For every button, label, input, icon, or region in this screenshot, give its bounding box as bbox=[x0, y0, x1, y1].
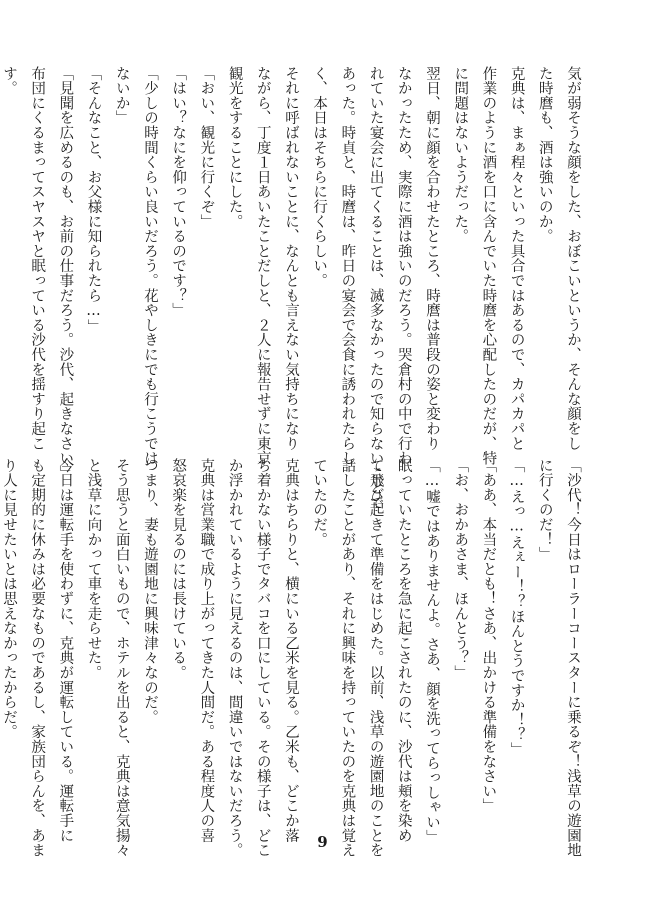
text-line: 「少しの時間くらい良いだろう。花やしきにでも行こうでは bbox=[141, 66, 158, 466]
text-line: た時麿も、酒は強いのか。 bbox=[536, 66, 553, 244]
text-line: 「…嘘ではありませんよ。さあ、顔を洗ってらっしゃい」 bbox=[423, 458, 440, 845]
text-line: 克典は営業職で成り上がってきた人間だ。ある程度人の喜 bbox=[198, 458, 215, 843]
text-line: 観光をすることにした。 bbox=[226, 66, 243, 229]
text-line: 「沙代！今日はローラーコースターに乗るぞ！浅草の遊園地 bbox=[565, 458, 581, 858]
text-line: 怒哀楽を見るのには長けている。 bbox=[170, 458, 187, 680]
text-line: て飛び起きて準備をはじめた。以前、浅草の遊園地のことを bbox=[367, 458, 384, 858]
text-line: 「お、おかあさま、ほんとう？」 bbox=[452, 458, 469, 680]
text-line: 「はい？なにを仰っているのです？」 bbox=[170, 66, 187, 318]
text-line: 「見聞を広めるのも、お前の仕事だろう。沙代、起きなさい」 bbox=[57, 66, 74, 481]
text-line: に行くのだ！」 bbox=[536, 458, 553, 562]
text-line: そう思うと面白いもので、ホテルを出ると、克典は意気揚々 bbox=[113, 458, 130, 858]
text-line: も定期的に休みは必要なものであるし、家族団らんを、あま bbox=[29, 458, 46, 858]
text-line: 眠っていたところを急に起こされたのに、沙代は頬を染め bbox=[395, 458, 412, 843]
text-line: 「ああ、本当だとも！さあ、出かける準備をなさい」 bbox=[480, 458, 497, 814]
text-line: あった。時貞と、時麿は、昨日の宴会で会食に誘われたらし bbox=[339, 66, 356, 466]
text-line: く、本日はそちらに行くらしい。 bbox=[311, 66, 328, 288]
text-line: ながら、丁度１日あいたことだしと、２人に報告せずに東京 bbox=[254, 66, 271, 466]
text-line: と浅草に向かって車を走らせた。 bbox=[85, 458, 102, 680]
text-line: 「…えっ…えぇー！？ほんとうですか！？」 bbox=[508, 458, 525, 757]
text-line: それに呼ばれないことに、なんとも言えない気持ちになり bbox=[282, 66, 299, 451]
text-line: り人に見せたいとは思えなかったからだ。 bbox=[0, 458, 17, 740]
text-line: 「そんなこと、お父様に知られたら…」 bbox=[85, 66, 102, 334]
text-line: 気が弱そうな顔をした、おぼこいというか、そんな顔をし bbox=[565, 66, 581, 451]
lower-text-block bbox=[0, 458, 587, 858]
text-line: 作業のように酒を口に含んでいた時麿を心配したのだが、特 bbox=[480, 66, 497, 466]
text-line: ていたのだ。 bbox=[311, 458, 328, 547]
page-number: 9 bbox=[317, 833, 328, 851]
text-line: に問題はないようだった。 bbox=[452, 66, 469, 244]
text-line: 翌日、朝に顔を合わせたところ、時麿は普段の姿と変わり bbox=[423, 66, 440, 451]
text-line: なかったため、実際に酒は強いのだろう。哭倉村の中で行わ bbox=[395, 66, 412, 466]
text-line: 克典は、まぁ程々といった具合ではあるので、カパカパと bbox=[508, 66, 525, 451]
text-line: れていた宴会に出てくることは、滅多なかったので知らないことで bbox=[367, 66, 384, 510]
text-line: 布団にくるまってスヤスヤと眠っている沙代を揺すり起こ bbox=[29, 66, 46, 451]
text-line: 話したことがあり、それに興味を持っていたのを克典は覚え bbox=[339, 458, 356, 858]
text-line: つまり、妻も遊園地に興味津々なのだ。 bbox=[141, 458, 158, 725]
text-line: ち着かない様子でタバコを口にしている。その様子は、どこ bbox=[254, 458, 271, 858]
text-line: か浮かれているように見えるのは、間違いではないだろう。 bbox=[226, 458, 243, 858]
text-line: 克典はちらりと、横にいる乙米を見る。乙米も、どこか落 bbox=[282, 458, 299, 843]
text-line: 「おい、観光に行くぞ」 bbox=[198, 66, 215, 229]
text-line: ないか」 bbox=[113, 66, 130, 126]
text-line: す。 bbox=[0, 66, 17, 96]
text-line: 今日は運転手を使わずに、克典が運転している。運転手に bbox=[57, 458, 74, 843]
